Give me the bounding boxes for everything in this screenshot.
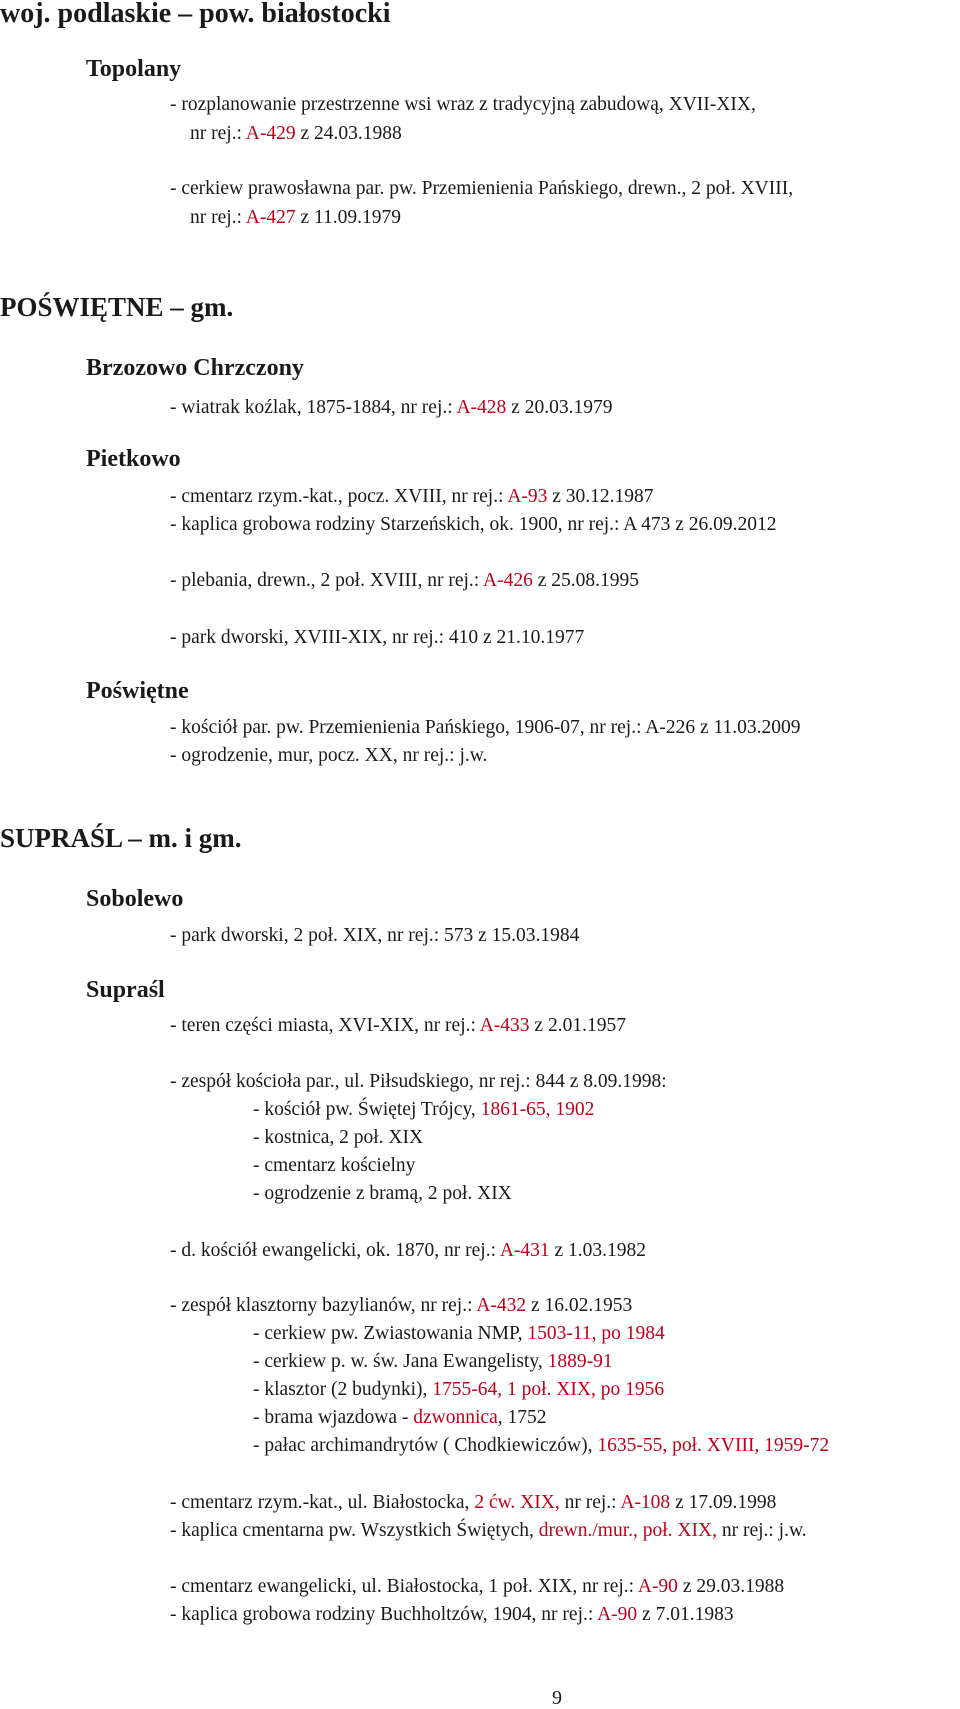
entry-text: - cerkiew prawosławna par. pw. Przemienienia Pańskiego, drewn., 2 poł. XVIII, [170,178,794,199]
register-value-red: A-93 [507,486,548,507]
page-number: 9 [552,1687,562,1709]
entry-text: z 7.01.1983 [637,1604,734,1625]
entry-line [253,1324,665,1344]
entry-text: Brzozowo Chrzczony [86,355,304,381]
register-value-red: A-429 [245,123,296,144]
register-value-red: A-431 [499,1240,550,1261]
register-value-red: 1503-11, po 1984 [527,1323,665,1344]
locality-heading [86,57,181,81]
entry-line [253,1100,594,1120]
entry-line [170,1016,626,1036]
entry-text: Supraśl [86,977,165,1003]
entry-line [170,718,801,738]
entry-text: z 25.08.1995 [532,570,639,591]
entry-text: - pałac archimandrytów ( Chodkiewiczów), [253,1435,598,1456]
entry-line [253,1156,415,1176]
entry-line [253,1128,423,1148]
entry-text: - cmentarz ewangelicki, ul. Białostocka, 1 poł. XIX, nr rej.: [170,1576,638,1597]
register-value-red: A-428 [456,397,507,418]
entry-text: - ogrodzenie z bramą, 2 poł. XIX [253,1183,512,1204]
entry-text: nr rej.: j.w. [716,1520,807,1541]
entry-text: z 17.09.1998 [670,1492,777,1513]
entry-text: - plebania, drewn., 2 poł. XVIII, nr rej.: [170,570,483,591]
entry-text: z 16.02.1953 [526,1295,633,1316]
entry-text: Poświętne [86,678,189,704]
entry-text: - cmentarz kościelny [253,1155,416,1176]
entry-text: - wiatrak koźlak, 1875-1884, nr rej.: [170,397,457,418]
entry-text: nr rej.: [559,1492,621,1513]
entry-line [170,515,777,535]
entry-text: - park dworski, 2 poł. XIX, nr rej.: 573 z 15.03.1984 [170,925,580,946]
entry-line [170,398,612,418]
entry-line [170,1521,807,1541]
entry-text: - kościół par. pw. Przemienienia Pańskiego, 1906-07, nr rej.: A-226 z 11.03.2009 [170,717,801,738]
entry-text: - kaplica cmentarna pw. Wszystkich Świętych, [170,1520,539,1541]
entry-text: Topolany [86,56,182,82]
entry-line [170,746,487,766]
entry-line [170,179,793,199]
entry-text: - kostnica, 2 poł. XIX [253,1127,424,1148]
entry-text: - cmentarz rzym.-kat., ul. Białostocka, [170,1492,475,1513]
entry-text: z 24.03.1988 [295,123,402,144]
entry-text: - teren części miasta, XVI-XIX, nr rej.: [170,1015,480,1036]
entry-line [253,1408,546,1428]
entry-text: z 11.09.1979 [295,207,402,228]
entry-line [170,1577,784,1597]
register-value-red: 2 ćw. XIX, [474,1492,560,1513]
entry-text: POŚWIĘTNE – gm. [0,292,234,322]
locality-heading [86,978,165,1002]
register-value-red: A-433 [479,1015,530,1036]
entry-line [170,95,756,115]
entry-text: - klasztor (2 budynki), [253,1379,433,1400]
register-value-red: A-432 [476,1295,527,1316]
register-value-red: 1889-91 [547,1351,613,1372]
entry-text: - cerkiew p. w. św. Jana Ewangelisty, [253,1351,548,1372]
register-value-red: dzwonnica [413,1407,498,1428]
entry-text: - kaplica grobowa rodziny Starzeńskich, ok. 1900, nr rej.: A 473 z 26.09.2012 [170,514,777,535]
gmina-heading [0,825,242,852]
locality-heading [86,356,304,380]
entry-text: Sobolewo [86,886,184,912]
entry-line [253,1352,613,1372]
entry-text: - rozplanowanie przestrzenne wsi wraz z tradycyjną zabudową, XVII-XIX, [170,94,756,115]
entry-text: z 1.03.1982 [549,1240,647,1261]
register-value-red: A-427 [245,207,296,228]
entry-text: Pietkowo [86,446,181,472]
entry-text: - park dworski, XVIII-XIX, nr rej.: 410 z 21.10.1977 [170,627,585,648]
entry-text: nr rej.: [190,207,246,228]
entry-line [190,124,402,144]
entry-line [170,1241,646,1261]
entry-text: - cerkiew pw. Zwiastowania NMP, [253,1323,528,1344]
entry-line [170,628,584,648]
entry-line [170,926,579,946]
entry-line [170,1296,632,1316]
register-value-red: 1635-55, poł. XVIII, 1959-72 [597,1435,830,1456]
entry-text: - zespół kościoła par., ul. Piłsudskiego, nr rej.: 844 z 8.09.1998: [170,1071,667,1092]
register-value-red: A-90 [597,1604,638,1625]
entry-text: z 30.12.1987 [547,486,654,507]
entry-line [170,1493,776,1513]
entry-line [253,1436,829,1456]
entry-line [170,1072,667,1092]
locality-heading [86,887,183,911]
register-value-red: A-90 [637,1576,678,1597]
page-header: woj. podlaskie – pow. białostocki [0,0,391,29]
register-value-red: A-108 [620,1492,671,1513]
register-value-red: A-426 [483,570,533,591]
entry-line [253,1184,512,1204]
entry-text: - cmentarz rzym.-kat., pocz. XVIII, nr rej.: [170,486,508,507]
entry-text: - ogrodzenie, mur, pocz. XX, nr rej.: j.w. [170,745,488,766]
entry-text: - kaplica grobowa rodziny Buchholtzów, 1904, nr rej.: [170,1604,598,1625]
entry-text: - kościół pw. Świętej Trójcy, [253,1099,481,1120]
entry-text: - zespół klasztorny bazylianów, nr rej.: [170,1295,477,1316]
entry-text: z 2.01.1957 [529,1015,626,1036]
entry-line [170,571,639,591]
entry-text: z 29.03.1988 [677,1576,785,1597]
entry-text: - d. kościół ewangelicki, ok. 1870, nr rej.: [170,1240,500,1261]
entry-line [170,1605,734,1625]
entry-line [253,1380,664,1400]
entry-line [190,208,401,228]
entry-text: , 1752 [497,1407,547,1428]
register-value-red: drewn./mur., poł. XIX, [538,1520,717,1541]
locality-heading [86,679,189,703]
register-value-red: 1755-64, 1 poł. XIX, po 1956 [432,1379,665,1400]
entry-text: z 20.03.1979 [506,397,613,418]
locality-heading [86,447,181,471]
entry-line [170,487,654,507]
gmina-heading [0,294,233,321]
entry-text: SUPRAŚL – m. i gm. [0,823,242,853]
entry-text: nr rej.: [190,123,246,144]
register-value-red: 1861-65, 1902 [480,1099,595,1120]
entry-text: - brama wjazdowa - [253,1407,414,1428]
